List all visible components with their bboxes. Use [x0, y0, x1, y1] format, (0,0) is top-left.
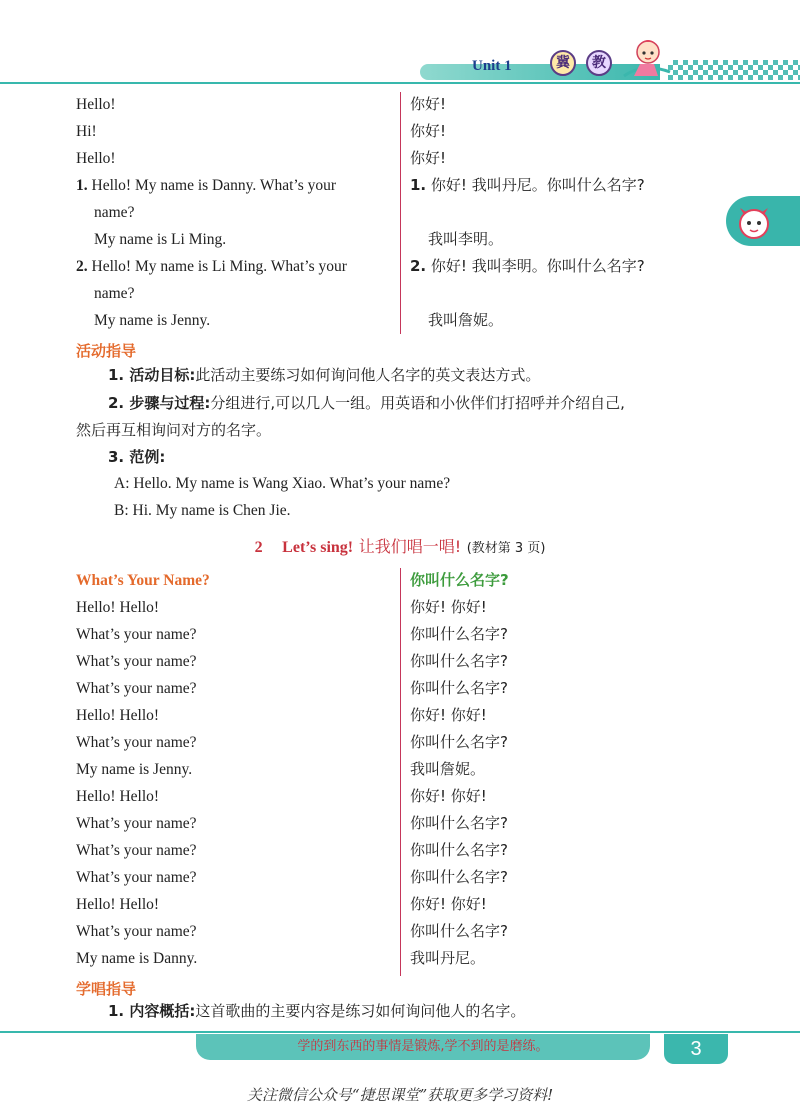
table-row: Hello! Hello! 你好! 你好! — [76, 787, 487, 805]
example-a: A: Hello. My name is Wang Xiao. What’s your name? — [114, 475, 451, 492]
badge-ji: 冀 — [550, 50, 576, 76]
footer-rule — [0, 1031, 800, 1033]
table-row: What’s your name? 你叫什么名字? — [76, 652, 508, 670]
table-row: What’s your name? 你叫什么名字? — [76, 841, 508, 859]
sing-guide-heading: 学唱指导 — [76, 980, 137, 998]
song-section-title: 2 Let’s sing! 让我们唱一唱! (教材第 3 页) — [254, 537, 546, 556]
activity-steps-cont: 然后再互相询问对方的名字。 — [76, 421, 272, 439]
table-row: What’s your name? 你叫什么名字? — [76, 814, 508, 832]
table-row: Hello! Hello! 你好! 你好! — [76, 895, 487, 913]
watermark-text: 关注微信公众号“捷思课堂”获取更多学习资料! — [246, 1086, 554, 1104]
table-row: Hello! 你好! — [76, 149, 447, 167]
activity-heading: 活动指导 — [76, 342, 137, 360]
table-row: What’s your name? 你叫什么名字? — [76, 868, 508, 886]
table-row: Hi! 你好! — [76, 122, 447, 140]
song-title-row: What’s Your Name? 你叫什么名字? — [76, 571, 509, 589]
activity-steps: 2. 步骤与过程:分组进行,可以几人一组。用英语和小伙伴们打招呼并介绍自己, — [108, 394, 625, 412]
table-row: 1. Hello! My name is Danny. What’s your 1. 你好! 我叫丹尼。你叫什么名字? — [76, 176, 645, 194]
table-row: My name is Jenny. 我叫詹妮。 — [94, 311, 504, 329]
table-row: 2. Hello! My name is Li Ming. What’s your 2. 你好! 我叫李明。你叫什么名字? — [76, 257, 645, 275]
table-row: Hello! 你好! — [76, 95, 447, 113]
page-header — [0, 0, 800, 92]
example-b: B: Hi. My name is Chen Jie. — [114, 502, 291, 519]
unit-label: Unit 1 — [472, 58, 512, 74]
header-rule — [0, 82, 800, 84]
table-row: My name is Danny. 我叫丹尼。 — [76, 949, 486, 967]
activity-example-label: 3. 范例: — [108, 448, 166, 466]
table-row: What’s your name? 你叫什么名字? — [76, 679, 508, 697]
table-row: My name is Li Ming. 我叫李明。 — [94, 230, 504, 248]
badge-jiao: 教 — [586, 50, 612, 76]
checker-pattern — [668, 60, 800, 80]
table-row: Hello! Hello! 你好! 你好! — [76, 706, 487, 724]
table-row: What’s your name? 你叫什么名字? — [76, 733, 508, 751]
table-row: name? — [94, 204, 135, 221]
mascot-girl-icon — [614, 32, 674, 82]
page-number: 3 — [664, 1034, 728, 1064]
table-row: My name is Jenny. 我叫詹妮。 — [76, 760, 486, 778]
footer-slogan: 学的到东西的事情是锻炼,学不到的是磨练。 — [297, 1039, 549, 1054]
table-row: Hello! Hello! 你好! 你好! — [76, 598, 487, 616]
table-row: What’s your name? 你叫什么名字? — [76, 922, 508, 940]
table-row: name? — [94, 285, 135, 302]
activity-goal: 1. 活动目标:此活动主要练习如何询问他人名字的英文表达方式。 — [108, 366, 541, 384]
table-row: What’s your name? 你叫什么名字? — [76, 625, 508, 643]
sing-guide-summary: 1. 内容概括:这首歌曲的主要内容是练习如何询问他人的名字。 — [108, 1002, 526, 1020]
